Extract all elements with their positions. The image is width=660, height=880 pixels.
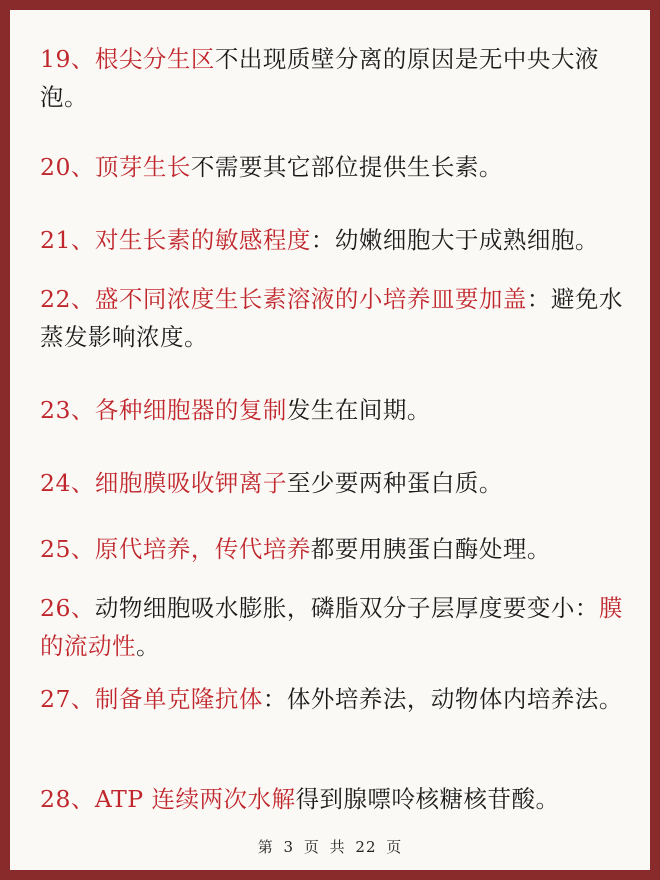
item-number: 25、 <box>40 535 95 563</box>
item-number: 28、 <box>40 785 95 813</box>
item-text: 都要用胰蛋白酶处理。 <box>310 535 551 563</box>
item-number: 23、 <box>40 396 95 424</box>
item-text-lead: 动物细胞吸水膨胀，磷脂双分子层厚度要变小： <box>94 594 599 622</box>
item-highlight: 顶芽生长 <box>94 153 191 181</box>
page-unit: 页 <box>303 838 320 856</box>
item-number: 20、 <box>40 153 95 181</box>
list-item <box>40 530 632 568</box>
item-text: ：幼嫩细胞大于成熟细胞。 <box>310 226 599 254</box>
item-text: ：体外培养法，动物体内培养法。 <box>262 685 623 713</box>
item-number: 27、 <box>40 685 95 713</box>
total-pages: 22 <box>355 838 377 856</box>
item-highlight: 膜的流动性 <box>40 594 623 660</box>
item-highlight: 各种细胞器的复制 <box>94 396 287 424</box>
item-number: 21、 <box>40 226 95 254</box>
item-text: ：避免水蒸发影响浓度。 <box>40 285 623 351</box>
item-highlight: 原代培养，传代培养 <box>94 535 311 563</box>
page-footer <box>10 836 650 857</box>
list-item <box>40 391 632 429</box>
item-number: 22、 <box>40 285 95 313</box>
list-item <box>40 780 632 818</box>
list-item <box>40 589 632 665</box>
item-number: 26、 <box>40 594 95 622</box>
item-text: 至少要两种蛋白质。 <box>286 469 503 497</box>
item-highlight: 根尖分生区 <box>94 45 215 73</box>
item-text: 。 <box>136 632 160 660</box>
item-number: 24、 <box>40 469 95 497</box>
item-highlight: 细胞膜吸收钾离子 <box>94 469 287 497</box>
list-item <box>40 148 632 186</box>
item-text: 得到腺嘌呤核糖核苷酸。 <box>295 785 560 813</box>
item-text: 不需要其它部位提供生长素。 <box>190 153 503 181</box>
total-unit: 页 <box>386 838 403 856</box>
total-label: 共 <box>329 838 346 856</box>
item-text: 不出现质壁分离的原因是无中央大液泡。 <box>40 45 599 111</box>
page-number: 3 <box>283 838 295 856</box>
item-number: 19、 <box>40 45 95 73</box>
list-item <box>40 680 632 718</box>
item-text: 发生在间期。 <box>286 396 431 424</box>
document-page <box>10 10 650 870</box>
list-item <box>40 280 632 356</box>
item-highlight: 盛不同浓度生长素溶液的小培养皿要加盖 <box>94 285 527 313</box>
item-highlight: 对生长素的敏感程度 <box>94 226 311 254</box>
list-item <box>40 40 632 116</box>
item-highlight: ATP 连续两次水解 <box>94 785 296 813</box>
page-label: 第 <box>257 838 274 856</box>
item-highlight: 制备单克隆抗体 <box>94 685 263 713</box>
list-item <box>40 464 632 502</box>
list-item <box>40 221 632 259</box>
